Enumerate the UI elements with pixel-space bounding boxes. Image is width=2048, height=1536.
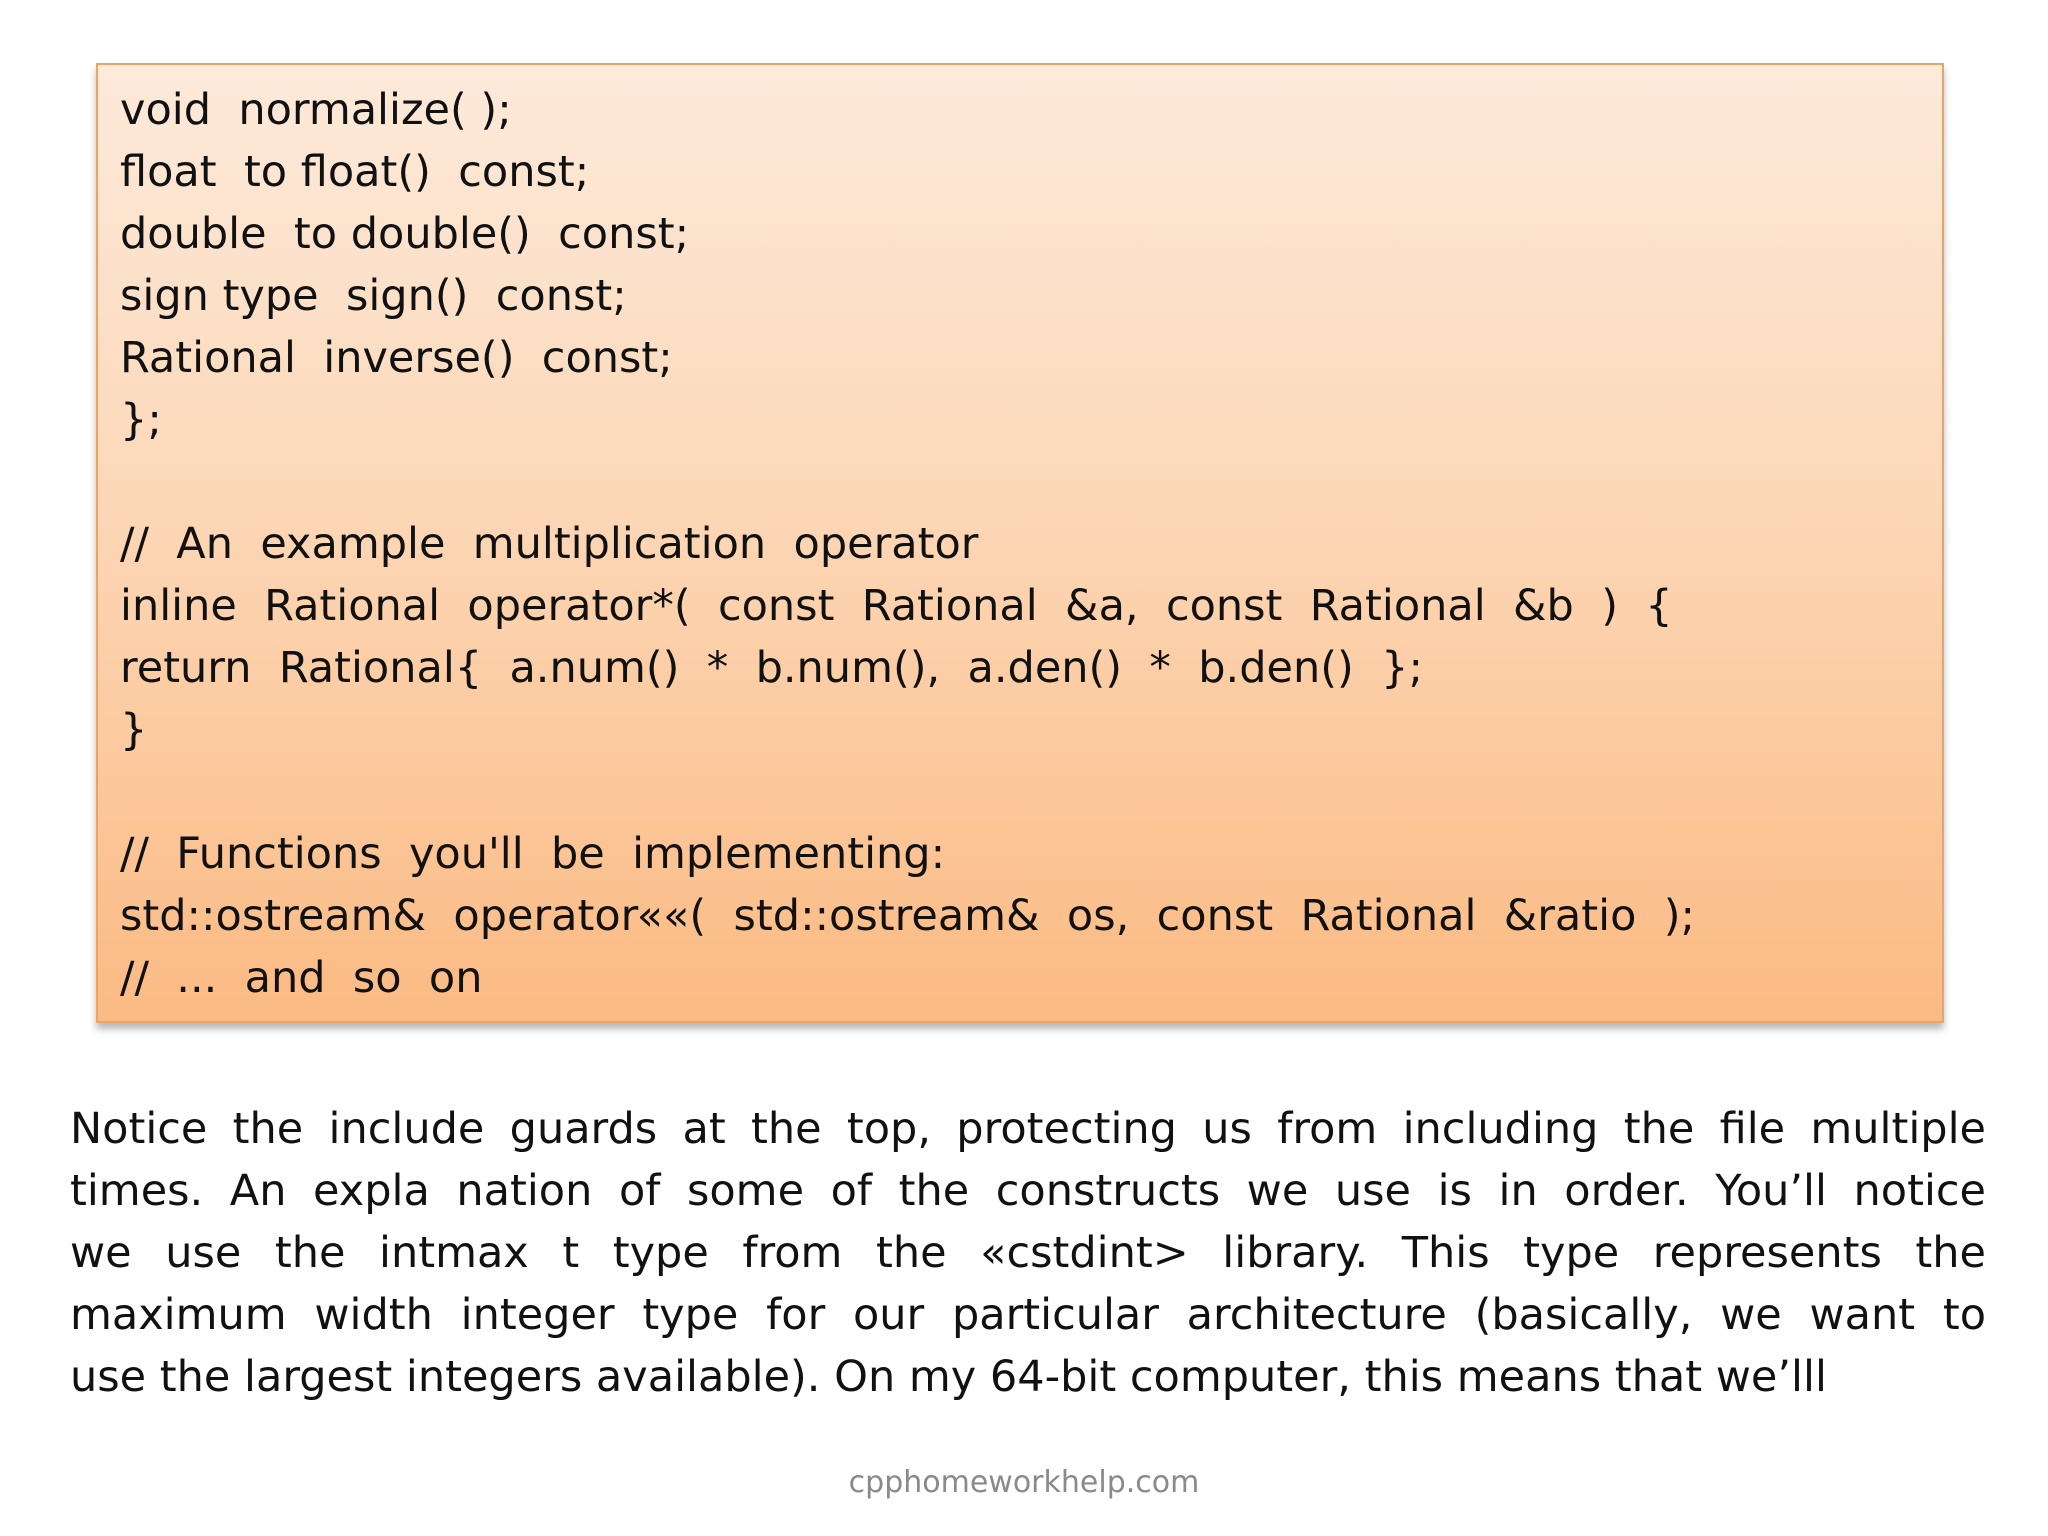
code-line: float to float() const; <box>120 147 590 197</box>
code-line-blank <box>120 451 1920 513</box>
code-line: Rational inverse() const; <box>120 333 673 383</box>
code-line: sign type sign() const; <box>120 271 627 321</box>
paragraph-line: times. An expla nation of some of the constructs we use is in order. You’ll notice <box>70 1166 1986 1216</box>
code-line: void normalize( ); <box>120 85 512 135</box>
explanation-paragraph <box>70 1098 1986 1408</box>
footer-website-text: cpphomeworkhelp.com <box>848 1465 1200 1500</box>
code-line: }; <box>120 395 162 445</box>
code-line-blank <box>120 761 1920 823</box>
code-comment-line: // An example multiplication operator <box>120 519 979 569</box>
paragraph-line: Notice the include guards at the top, protecting us from including the file multiple <box>70 1104 1986 1154</box>
code-line: std::ostream& operator««( std::ostream& os, const Rational &ratio ); <box>120 891 1696 941</box>
code-line: } <box>120 705 148 755</box>
code-line: inline Rational operator*( const Rational &a, const Rational &b ) { <box>120 581 1673 631</box>
code-line: return Rational{ a.num() * b.num(), a.den() * b.den() }; <box>120 643 1423 693</box>
code-line: double to double() const; <box>120 209 690 259</box>
paragraph-line: maximum width integer type for our particular architecture (basically, we want to <box>70 1290 1986 1340</box>
code-comment-line: // Functions you'll be implementing: <box>120 829 946 879</box>
paragraph-line: we use the intmax t type from the «cstdint> library. This type represents the <box>70 1228 1986 1278</box>
code-comment-line: // ... and so on <box>120 953 483 1003</box>
code-snippet-box <box>96 63 1944 1023</box>
paragraph-line: use the largest integers available). On my 64-bit computer, this means that we’lll <box>70 1352 1827 1402</box>
